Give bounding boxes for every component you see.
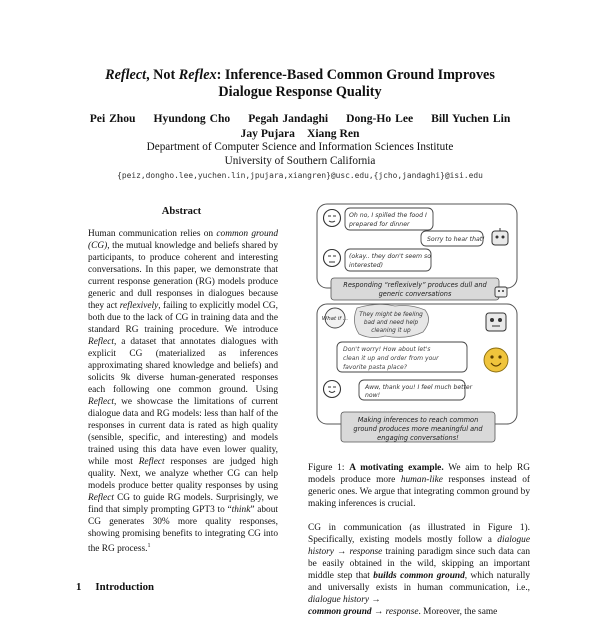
user-avatar-icon [324, 381, 341, 398]
section-title: Introduction [95, 581, 155, 593]
abstract-paragraph: Human communication relies on common ground (CG), the mutual knowledge and beliefs shared by participants, to produce coherent and interesting conversations. In this paper, we demonstrate that current response generation (RG) models produce generic and dull responses in dialogues because they act reflexively, failing to explicitly model CG, both due to the lack of CG in training data and the standard RG training procedure. We introduce Reflect, a dataset that annotates dialogues with explicit CG (materialized as inferences approximating shared knowledge and beliefs) and solicits 9k diverse human-generated responses each following one common ground. Using Reflect, we showcase the limitations of current dialogue data and RG models: less than half of the responses in current data is rated as high quality (sensible, specific, and interesting) and models trained using this data have even lower quality, while most Reflect responses are judged high quality. Next, we analyze whether CG can help models produce better quality responses by using Reflect CG to guide RG models. Surprisingly, we find that simply prompting GPT3 to “think” about CG generates 30% more quality responses, showing promising benefits to integrating CG into the RG process.$^1$ [88, 229, 279, 555]
author: Bill Yuchen Lin [431, 112, 511, 125]
bubble5-line1: Aww, thank you! I feel much better [365, 384, 473, 391]
bubble4-line2: clean it up and order from your [343, 355, 439, 362]
bubble4-line3: favorite pasta place? [343, 364, 407, 371]
author-row-1 [0, 112, 600, 125]
banner1-line2: generic conversations [378, 290, 452, 298]
author: Dong-Ho Lee [346, 112, 414, 125]
banner2-line1: Making inferences to reach common [357, 416, 479, 424]
user-avatar-icon [324, 210, 341, 227]
bubble3-line2: interested) [349, 262, 384, 269]
body-paragraph-right: CG in communication (as illustrated in Figure 1). Specifically, existing models mostly follow a dialogue history → response training paradigm since such data can be easily obtained in the wild, skipping an important middle step that builds common ground, which naturally and universally exists in human communication, i.e., dialogue history → common ground → response. Moreover, the same [308, 523, 530, 618]
paper-title-line-2: Dialogue Response Quality [218, 84, 382, 100]
caption-label: Figure 1: [308, 463, 350, 473]
caption-bold: A motivating example. [349, 463, 444, 473]
title-reflex: Reflex [178, 67, 217, 83]
abstract-heading: Abstract [161, 206, 202, 217]
banner1-line1: Responding “reflexively” produces dull and [343, 281, 487, 289]
author-row-2 [0, 127, 600, 140]
title-rest: : Inference-Based Common Ground Improves [216, 67, 495, 83]
affiliation-line-1: Department of Computer Science and Information Sciences Institute [146, 141, 454, 153]
author: Pegah Jandaghi [248, 112, 329, 125]
author-emails: {peiz,dongho.lee,yuchen.lin,jpujara,xiangren}@usc.edu,{jcho,jandaghi}@isi.edu [117, 171, 483, 180]
bubble4-line1: Don't worry! How about let's [343, 346, 431, 353]
author: Pei Zhou [89, 112, 136, 125]
footnote-mark: 1 [147, 543, 151, 550]
figure-illustration [313, 200, 523, 466]
author: Hyundong Cho [153, 112, 231, 125]
author: Jay Pujara [240, 127, 295, 140]
paper-title-line-1 [0, 67, 600, 84]
bubble1-line2: prepared for dinner [349, 221, 410, 228]
section-heading-introduction [76, 581, 154, 593]
user-avatar-icon [324, 250, 341, 267]
title-reflect: Reflect [105, 67, 147, 83]
banner2-line3: engaging conversations! [377, 434, 459, 442]
thinking-robot-icon [495, 287, 507, 297]
robot-icon [492, 228, 508, 245]
bubble5-line2: now! [365, 392, 381, 399]
abstract-body [88, 228, 278, 556]
author: Xiang Ren [306, 127, 360, 140]
bubble1-line1: Oh no, I spilled the food I [349, 212, 427, 219]
bubble3-line1: (okay.. they don't seem so [349, 253, 432, 260]
thought-line1: They might be feeling [359, 312, 423, 318]
figure-1 [313, 200, 523, 466]
thought-line3: cleaning it up [371, 328, 411, 334]
affiliation-line-2: University of Southern California [224, 155, 376, 167]
title-not: , Not [146, 67, 179, 83]
section-number: 1 [76, 581, 82, 593]
smiley-emoji-icon [484, 348, 508, 372]
thought-line2: bad and need help [363, 320, 419, 326]
bubble2-text: Sorry to hear that! [427, 236, 485, 243]
figure-1-caption: Figure 1: A motivating example. We aim to help RG models produce more human-like responses instead of generic ones. We argue that integrating common ground by making inferences is crucial. [308, 463, 530, 510]
banner2-line2: ground produces more meaningful and [353, 425, 483, 433]
what-if-text: What if ... [321, 316, 349, 322]
robot-thinking-icon [486, 313, 506, 331]
